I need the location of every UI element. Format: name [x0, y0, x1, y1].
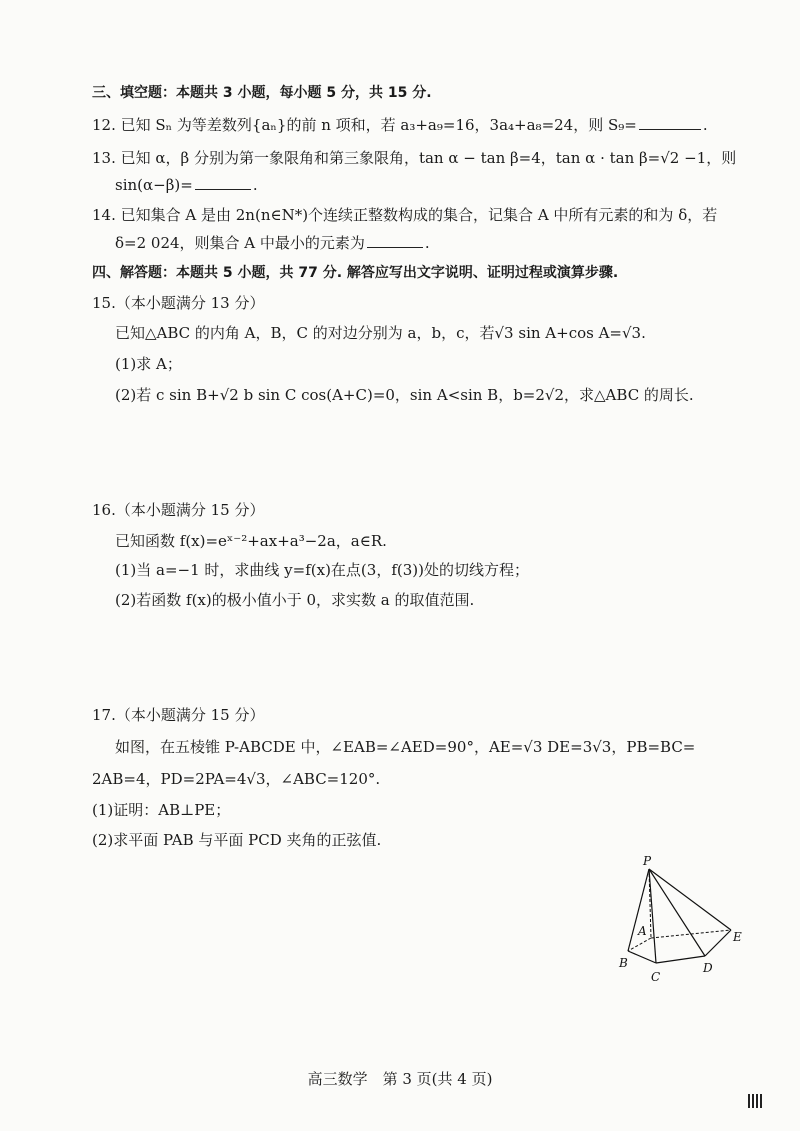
- q16-part2: (2)若函数 f(x)的极小值小于 0，求实数 a 的取值范围.: [115, 591, 475, 609]
- label-E: E: [733, 930, 742, 944]
- label-A: A: [638, 924, 647, 938]
- q16-header: 16.（本小题满分 15 分）: [92, 501, 265, 519]
- q17-stem-line2: 2AB=4，PD=2PA=4√3，∠ABC=120°.: [92, 770, 381, 788]
- edge-AB: [628, 938, 651, 951]
- question-13-line2: [115, 175, 258, 194]
- q15-part2: (2)若 c sin B+√2 b sin C cos(A+C)=0，sin A<sin B，b=2√2，求△ABC 的周长.: [115, 386, 694, 404]
- q13-end: .: [252, 176, 258, 194]
- edge-PE: [649, 869, 731, 930]
- edge-PB: [628, 869, 649, 951]
- pyramid-figure: [605, 855, 755, 985]
- edge-DE: [705, 930, 731, 956]
- qr-code-mark: [748, 1094, 762, 1108]
- q14-line2-text: δ=2 024，则集合 A 中最小的元素为: [115, 234, 365, 252]
- question-13-line1: 13. 已知 α，β 分别为第一象限角和第三象限角，tan α − tan β=4，tan α · tan β=√2 −1，则: [92, 149, 737, 167]
- q15-part1: (1)求 A；: [115, 355, 182, 373]
- answer-blank: [367, 233, 423, 248]
- edge-PD: [649, 869, 705, 956]
- question-12: [92, 114, 708, 135]
- label-P: P: [643, 855, 652, 868]
- q16-part1: (1)当 a=−1 时，求曲线 y=f(x)在点(3，f(3))处的切线方程；: [115, 561, 529, 579]
- q15-header: 15.（本小题满分 13 分）: [92, 294, 265, 312]
- edge-AE: [651, 930, 731, 938]
- label-D: D: [703, 961, 713, 975]
- edge-BC: [628, 951, 656, 963]
- q14-end: .: [424, 234, 430, 252]
- q17-part1: (1)证明：AB⊥PE；: [92, 801, 231, 819]
- answer-blank: [639, 115, 701, 130]
- question-14-line2: [115, 232, 430, 253]
- q17-part2: (2)求平面 PAB 与平面 PCD 夹角的正弦值.: [92, 831, 382, 849]
- edge-CD: [656, 956, 705, 963]
- q15-stem: 已知△ABC 的内角 A，B，C 的对边分别为 a，b，c，若√3 sin A+cos A=√3.: [115, 324, 646, 342]
- answer-blank: [195, 175, 251, 190]
- question-14-line1: 14. 已知集合 A 是由 2n(n∈N*)个连续正整数构成的集合，记集合 A 中所有元素的和为 δ，若: [92, 206, 718, 224]
- section-4-title: 四、解答题：本题共 5 小题，共 77 分. 解答应写出文字说明、证明过程或演算步骤.: [92, 265, 619, 281]
- q16-stem: 已知函数 f(x)=eˣ⁻²+ax+a³−2a，a∈R.: [115, 532, 387, 550]
- q12-end: .: [702, 116, 708, 134]
- section-3-title: 三、填空题：本题共 3 小题，每小题 5 分，共 15 分.: [92, 85, 432, 101]
- label-B: B: [619, 956, 628, 970]
- q12-text: 12. 已知 Sₙ 为等差数列{aₙ}的前 n 项和，若 a₃+a₉=16，3a₄+a₈=24，则 S₉=: [92, 116, 637, 134]
- label-C: C: [651, 970, 661, 984]
- q17-stem-line1: 如图，在五棱锥 P-ABCDE 中，∠EAB=∠AED=90°，AE=√3 DE=3√3，PB=BC=: [115, 738, 696, 756]
- q13-line2-text: sin(α−β)=: [115, 176, 193, 194]
- page-footer: 高三数学 第 3 页(共 4 页): [307, 1070, 493, 1088]
- q17-header: 17.（本小题满分 15 分）: [92, 706, 265, 724]
